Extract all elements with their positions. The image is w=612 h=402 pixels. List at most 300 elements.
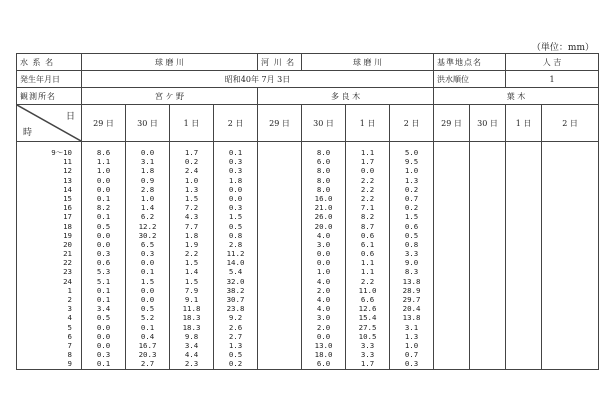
table-cell: 0.1 (96, 193, 111, 203)
table-cell (437, 231, 466, 240)
table-cell: 15 (63, 193, 72, 203)
table-cell (509, 203, 538, 212)
flood-rank-value: 1 (506, 71, 599, 88)
table-cell: 4.3 (184, 212, 199, 222)
table-cell: 0.1 (228, 148, 243, 157)
table-cell (261, 166, 298, 175)
table-cell: 20.0 (314, 221, 333, 231)
table-cell (509, 166, 538, 175)
table-cell: 0.1 (96, 212, 111, 222)
day-label: 日 (65, 112, 75, 122)
table-cell: 8.6 (96, 148, 111, 157)
table-cell (437, 267, 466, 276)
table-cell: 1.7 (360, 359, 375, 369)
table-cell (261, 231, 298, 240)
table-cell (261, 295, 298, 304)
table-cell (261, 341, 298, 350)
table-cell (261, 350, 298, 359)
table-cell (473, 176, 502, 185)
table-cell: 28.9 (402, 285, 421, 295)
day-header: 1 日 (170, 105, 214, 142)
table-cell: 0.0 (360, 166, 375, 176)
table-cell: 2.7 (228, 331, 243, 341)
table-cell (437, 332, 466, 341)
table-cell (437, 166, 466, 175)
table-cell: 9.2 (228, 313, 243, 323)
table-cell: 1.1 (360, 148, 375, 157)
table-cell: 0.1 (140, 322, 155, 332)
table-cell (545, 304, 595, 313)
miyagano-d1 (170, 142, 214, 370)
table-cell: 0.8 (404, 239, 419, 249)
table-cell: 0.8 (228, 230, 243, 240)
table-cell: 2.2 (360, 193, 375, 203)
day-header: 30 日 (126, 105, 170, 142)
water-system-label: 水 系 名 (17, 54, 82, 71)
table-cell: 2.2 (360, 276, 375, 286)
table-cell: 7 (67, 340, 72, 350)
table-cell: 0.0 (316, 249, 331, 259)
table-cell: 0.0 (96, 184, 111, 194)
table-cell: 3.3 (360, 350, 375, 360)
table-cell: 2.2 (360, 175, 375, 185)
table-cell: 6.1 (360, 239, 375, 249)
day-header: 2 日 (390, 105, 434, 142)
table-cell: 0.0 (316, 258, 331, 268)
table-cell: 9.5 (404, 157, 419, 167)
table-cell: 0.0 (140, 148, 155, 157)
table-cell: 24 (63, 276, 72, 286)
table-cell (509, 313, 538, 322)
table-cell (437, 323, 466, 332)
table-cell (545, 185, 595, 194)
data-body-row (17, 142, 599, 370)
table-cell: 3.1 (404, 322, 419, 332)
table-cell (545, 240, 595, 249)
table-cell: 0.3 (96, 249, 111, 259)
table-cell (545, 313, 595, 322)
table-cell: 4.0 (316, 304, 331, 314)
table-cell (473, 185, 502, 194)
table-cell: 8.2 (96, 203, 111, 213)
table-cell (473, 203, 502, 212)
table-cell (261, 249, 298, 258)
day-hour-corner (17, 105, 82, 142)
table-cell: 11.2 (226, 249, 245, 259)
table-cell (437, 148, 466, 157)
day-header: 1 日 (346, 105, 390, 142)
table-cell (437, 194, 466, 203)
table-cell: 0.5 (228, 221, 243, 231)
table-cell: 2.2 (184, 249, 199, 259)
table-cell: 23 (63, 267, 72, 277)
day-header: 1 日 (506, 105, 542, 142)
river-label: 河 川 名 (258, 54, 302, 71)
table-cell: 1.0 (404, 340, 419, 350)
haki-d2 (542, 142, 599, 370)
table-cell (473, 304, 502, 313)
taragi-d1 (346, 142, 390, 370)
table-cell (545, 166, 595, 175)
table-cell: 23.8 (226, 304, 245, 314)
table-cell: 9〜10 (51, 148, 72, 157)
table-cell (261, 277, 298, 286)
table-cell: 3.4 (184, 340, 199, 350)
table-cell: 8 (67, 350, 72, 360)
table-cell (473, 194, 502, 203)
table-cell: 20.3 (138, 350, 157, 360)
table-cell (261, 323, 298, 332)
table-cell (509, 222, 538, 231)
day-header: 30 日 (470, 105, 506, 142)
table-cell: 0.0 (96, 331, 111, 341)
table-cell (509, 323, 538, 332)
table-cell (261, 240, 298, 249)
table-cell: 11.0 (358, 285, 377, 295)
header-row-3 (17, 88, 599, 105)
table-cell (437, 240, 466, 249)
table-cell: 11 (63, 157, 72, 167)
table-cell: 0.1 (96, 285, 111, 295)
table-cell (545, 222, 595, 231)
table-cell: 12 (63, 166, 72, 176)
table-cell (261, 203, 298, 212)
table-cell: 1.5 (140, 276, 155, 286)
table-cell (261, 258, 298, 267)
table-cell (545, 249, 595, 258)
table-cell (261, 157, 298, 166)
date-label: 発生年月日 (17, 71, 82, 88)
table-cell (509, 258, 538, 267)
day-header: 30 日 (302, 105, 346, 142)
table-cell: 0.2 (228, 359, 243, 369)
table-cell (437, 249, 466, 258)
table-cell: 38.2 (226, 285, 245, 295)
rainfall-table (16, 53, 599, 370)
table-cell (545, 277, 595, 286)
table-cell: 2.0 (316, 285, 331, 295)
table-cell (473, 157, 502, 166)
table-cell (509, 176, 538, 185)
table-cell (473, 323, 502, 332)
day-header: 2 日 (214, 105, 258, 142)
table-cell (261, 176, 298, 185)
table-cell: 7.2 (184, 203, 199, 213)
table-cell: 3 (67, 304, 72, 314)
table-cell: 0.3 (140, 249, 155, 259)
table-cell (509, 249, 538, 258)
table-cell: 20 (63, 239, 72, 249)
table-cell (509, 350, 538, 359)
table-cell (473, 286, 502, 295)
table-cell: 29.7 (402, 295, 421, 304)
table-cell (473, 277, 502, 286)
table-cell (509, 286, 538, 295)
table-cell: 5.1 (96, 276, 111, 286)
table-cell: 26.0 (314, 212, 333, 222)
table-cell: 11.8 (182, 304, 201, 314)
base-point-label: 基準地点名 (434, 54, 506, 71)
table-cell: 1.8 (184, 230, 199, 240)
table-cell: 20.4 (402, 304, 421, 314)
table-cell: 8.2 (360, 212, 375, 222)
table-cell: 21.0 (314, 203, 333, 213)
table-cell: 9.1 (184, 295, 199, 304)
table-cell: 5.4 (228, 267, 243, 277)
table-cell (261, 212, 298, 221)
table-cell (509, 277, 538, 286)
table-cell: 18.0 (314, 350, 333, 360)
table-cell (545, 148, 595, 157)
table-cell: 1.5 (184, 276, 199, 286)
table-cell: 8.3 (404, 267, 419, 277)
table-cell: 13.8 (402, 276, 421, 286)
table-cell: 0.6 (360, 230, 375, 240)
table-cell: 1.0 (140, 193, 155, 203)
table-cell: 8.0 (316, 148, 331, 157)
table-cell (437, 313, 466, 322)
table-cell: 1.5 (228, 212, 243, 222)
table-cell: 9 (67, 359, 72, 369)
table-cell: 2.6 (228, 322, 243, 332)
table-cell: 1.1 (360, 258, 375, 268)
table-cell: 13.8 (402, 313, 421, 323)
time-column (17, 142, 82, 370)
table-cell: 3.3 (360, 340, 375, 350)
station-label: 観測所名 (17, 88, 82, 105)
table-cell: 0.0 (140, 285, 155, 295)
table-cell (545, 231, 595, 240)
table-cell (545, 295, 595, 304)
river-value: 球 磨 川 (302, 54, 434, 71)
table-cell: 1.3 (404, 175, 419, 185)
table-cell (545, 341, 595, 350)
table-cell: 2.0 (316, 322, 331, 332)
table-cell: 5.2 (140, 313, 155, 323)
table-cell: 1.9 (184, 239, 199, 249)
table-cell: 1.3 (228, 340, 243, 350)
table-cell: 3.0 (316, 313, 331, 323)
table-cell: 0.3 (228, 203, 243, 213)
header-row-2 (17, 71, 599, 88)
table-cell: 1.5 (184, 258, 199, 268)
table-cell: 22 (63, 258, 72, 268)
flood-rank-label: 洪水順位 (434, 71, 506, 88)
table-cell: 0.0 (96, 175, 111, 185)
table-cell: 0.7 (404, 350, 419, 360)
unit-label: （単位：mm） (531, 43, 594, 53)
table-cell (473, 148, 502, 157)
table-cell: 6.5 (140, 239, 155, 249)
table-cell (261, 359, 298, 368)
table-cell: 0.6 (404, 221, 419, 231)
table-cell (545, 359, 595, 368)
table-cell: 0.5 (228, 350, 243, 360)
table-cell: 10.5 (358, 331, 377, 341)
table-cell: 1.0 (184, 175, 199, 185)
table-cell: 6.6 (360, 295, 375, 304)
table-cell: 12.6 (358, 304, 377, 314)
table-cell: 0.6 (360, 249, 375, 259)
table-cell: 1.7 (360, 157, 375, 167)
table-cell: 2.8 (140, 184, 155, 194)
table-cell (545, 212, 595, 221)
table-cell (509, 185, 538, 194)
table-cell: 30.7 (226, 295, 245, 304)
table-cell: 0.3 (228, 166, 243, 176)
table-cell (509, 332, 538, 341)
table-cell: 8.0 (316, 184, 331, 194)
table-cell (473, 166, 502, 175)
table-cell (509, 157, 538, 166)
table-cell: 8.0 (316, 166, 331, 176)
table-cell: 0.3 (96, 350, 111, 360)
table-cell (545, 157, 595, 166)
table-cell (473, 350, 502, 359)
table-cell: 0.3 (404, 359, 419, 369)
table-cell: 1.3 (404, 331, 419, 341)
table-cell (437, 185, 466, 194)
table-cell: 21 (63, 249, 72, 259)
table-cell: 8.0 (316, 175, 331, 185)
table-cell: 9.8 (184, 331, 199, 341)
table-cell: 2.8 (228, 239, 243, 249)
table-cell: 1.1 (96, 157, 111, 167)
table-cell (473, 359, 502, 368)
table-cell (473, 332, 502, 341)
table-cell (261, 267, 298, 276)
station-taragi: 多 良 木 (258, 88, 434, 105)
table-cell (261, 313, 298, 322)
table-cell (437, 277, 466, 286)
table-cell: 6.0 (316, 359, 331, 369)
table-cell: 5.0 (404, 148, 419, 157)
table-cell (437, 341, 466, 350)
table-cell: 1 (67, 285, 72, 295)
table-cell: 9.0 (404, 258, 419, 268)
table-cell: 2.7 (140, 359, 155, 369)
table-cell: 13 (63, 175, 72, 185)
table-cell: 16 (63, 203, 72, 213)
table-cell: 0.9 (140, 175, 155, 185)
table-cell (473, 222, 502, 231)
table-cell: 12.2 (138, 221, 157, 231)
table-cell (545, 350, 595, 359)
table-cell (261, 222, 298, 231)
table-cell (437, 295, 466, 304)
date-value: 昭和40年 7月 3日 (82, 71, 434, 88)
table-cell: 0.0 (96, 322, 111, 332)
table-cell: 1.5 (404, 212, 419, 222)
base-point-value: 人 吉 (506, 54, 599, 71)
table-cell: 4.0 (316, 295, 331, 304)
table-cell: 0.7 (404, 193, 419, 203)
table-cell: 2 (67, 295, 72, 304)
table-cell: 0.5 (96, 221, 111, 231)
table-cell: 1.0 (404, 166, 419, 176)
miyagano-d2 (214, 142, 258, 370)
table-cell (509, 194, 538, 203)
haki-d30 (470, 142, 506, 370)
table-cell: 13.0 (314, 340, 333, 350)
table-cell (473, 258, 502, 267)
table-cell: 0.5 (96, 313, 111, 323)
table-cell (437, 258, 466, 267)
table-cell: 4.0 (316, 276, 331, 286)
table-cell: 0.5 (140, 304, 155, 314)
table-cell: 0.0 (96, 340, 111, 350)
table-cell: 0.1 (96, 359, 111, 369)
day-header: 29 日 (82, 105, 126, 142)
table-cell: 0.0 (316, 331, 331, 341)
table-cell (473, 313, 502, 322)
table-cell: 0.4 (140, 331, 155, 341)
table-cell: 0.1 (96, 295, 111, 304)
table-cell (437, 222, 466, 231)
table-cell: 1.3 (184, 184, 199, 194)
table-cell: 6.0 (316, 157, 331, 167)
table-cell: 18.3 (182, 322, 201, 332)
table-cell (261, 185, 298, 194)
table-cell: 14.0 (226, 258, 245, 268)
table-cell: 0.6 (96, 258, 111, 268)
table-cell: 17 (63, 212, 72, 222)
table-cell (545, 286, 595, 295)
table-cell (437, 203, 466, 212)
table-cell: 4.0 (316, 230, 331, 240)
table-cell (473, 295, 502, 304)
table-cell (473, 341, 502, 350)
table-cell: 3.3 (404, 249, 419, 259)
table-cell (545, 258, 595, 267)
table-cell: 15.4 (358, 313, 377, 323)
table-cell: 4 (67, 313, 72, 323)
station-miyagano: 宮 ケ 野 (82, 88, 258, 105)
water-system-value: 球 磨 川 (82, 54, 258, 71)
table-cell (437, 304, 466, 313)
haki-d1 (506, 142, 542, 370)
table-cell: 0.0 (140, 258, 155, 268)
table-cell: 14 (63, 184, 72, 194)
table-cell (509, 341, 538, 350)
table-cell (261, 148, 298, 157)
table-cell: 1.4 (140, 203, 155, 213)
table-cell: 0.0 (96, 239, 111, 249)
table-cell (473, 240, 502, 249)
table-cell (473, 231, 502, 240)
table-cell: 0.0 (140, 295, 155, 304)
table-cell: 2.3 (184, 359, 199, 369)
table-cell (437, 212, 466, 221)
table-cell: 5 (67, 322, 72, 332)
table-cell: 1.0 (316, 267, 331, 277)
day-header: 29 日 (258, 105, 302, 142)
taragi-d30 (302, 142, 346, 370)
table-cell: 3.1 (140, 157, 155, 167)
table-cell: 18 (63, 221, 72, 231)
table-cell (509, 212, 538, 221)
table-cell: 7.7 (184, 221, 199, 231)
table-cell: 32.0 (226, 276, 245, 286)
table-cell: 2.2 (360, 184, 375, 194)
table-cell: 0.3 (228, 157, 243, 167)
day-header: 2 日 (542, 105, 599, 142)
table-cell: 0.2 (404, 203, 419, 213)
table-cell: 7.1 (360, 203, 375, 213)
table-cell: 27.5 (358, 322, 377, 332)
table-cell: 0.2 (404, 184, 419, 194)
table-cell: 18.3 (182, 313, 201, 323)
